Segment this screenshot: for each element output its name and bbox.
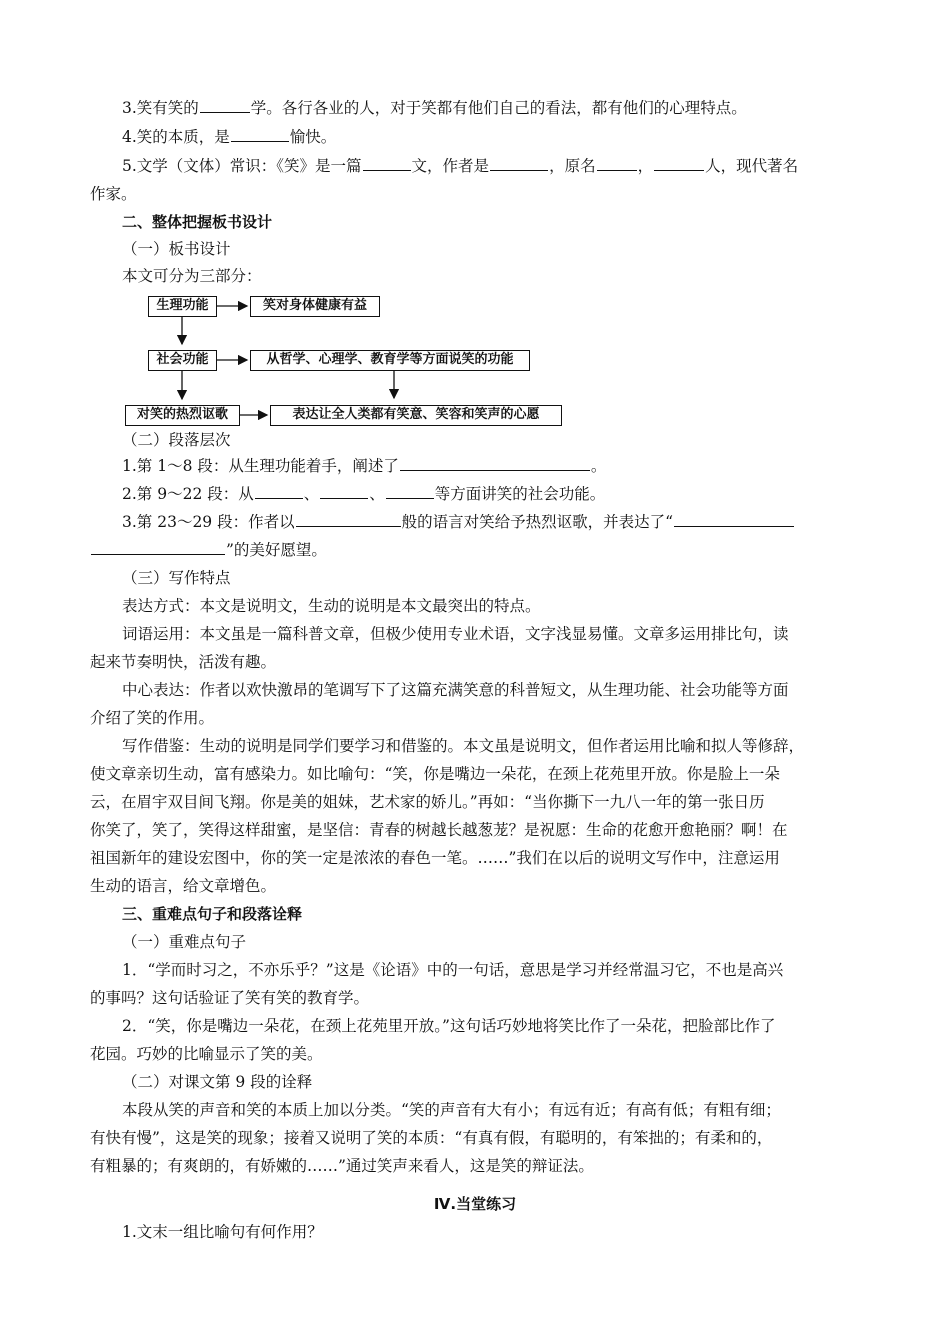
item-5-text-b: 文，作者是 xyxy=(411,157,490,175)
diagram-arrows xyxy=(0,0,950,440)
diagram-box-wish: 表达让全人类都有笑意、笑容和笑声的心愿 xyxy=(270,405,562,426)
section-2-intro: 本文可分为三部分： xyxy=(122,267,262,285)
writing-words-line-2: 起来节奏明快，活泼有趣。 xyxy=(90,653,277,671)
item-5-text-e: 人，现代著名 xyxy=(705,157,799,175)
para-level-3-text-c: ”的美好愿望。 xyxy=(226,541,327,559)
item-5-text-a: 5.文学（文体）常识：《笑》是一篇 xyxy=(122,157,362,175)
blank-line xyxy=(320,484,368,499)
key-sentence-2-line-2: 花园。巧妙的比喻显示了笑的美。 xyxy=(90,1045,323,1063)
key-sentence-1-line-2: 的事吗？这句话验证了笑有笑的教育学。 xyxy=(90,989,370,1007)
para-level-2 xyxy=(122,484,605,504)
item-4-text-b: 愉快。 xyxy=(289,128,337,146)
exercise-question-1: 1.文末一组比喻句有何作用？ xyxy=(122,1223,323,1241)
para-level-1-end: 。 xyxy=(590,457,607,475)
section-2-sub-2: （二）段落层次 xyxy=(122,431,231,449)
para-level-2-text-a: 2.第 9～22 段：从 xyxy=(122,485,254,503)
blank-line xyxy=(674,512,794,527)
para-level-1-text: 1.第 1～8 段：从生理功能着手，阐述了 xyxy=(122,457,399,475)
section-3-heading: 三、重难点句子和段落诠释 xyxy=(122,905,303,923)
para-level-2-text-d: 等方面讲笑的社会功能。 xyxy=(434,485,606,503)
writing-reference-line-6: 生动的语言，给文章增色。 xyxy=(90,877,277,895)
writing-words-line-1: 词语运用：本文虽是一篇科普文章，但极少使用专业术语，文字浅显易懂。文章多运用排比句，读 xyxy=(122,625,789,643)
section-2-sub-1: （一）板书设计 xyxy=(122,240,231,258)
diagram-box-praise: 对笑的热烈讴歌 xyxy=(125,405,240,426)
section-3-sub-2: （二）对课文第 9 段的诠释 xyxy=(122,1073,313,1091)
item-5-text-d: ， xyxy=(637,157,654,175)
key-sentence-1-line-1: 1．“学而时习之，不亦乐乎？”这是《论语》中的一句话，意思是学习并经常温习它，不也是高兴 xyxy=(122,961,784,979)
section-2-sub-3: （三）写作特点 xyxy=(122,569,231,587)
diagram-box-health: 笑对身体健康有益 xyxy=(250,296,380,317)
blank-line xyxy=(91,540,225,555)
section-4-heading: Ⅳ.当堂练习 xyxy=(433,1195,517,1213)
writing-center-line-2: 介绍了笑的作用。 xyxy=(90,709,215,727)
blank-line xyxy=(296,512,401,527)
diagram-box-disciplines: 从哲学、心理学、教育学等方面说笑的功能 xyxy=(250,350,530,371)
writing-expression: 表达方式：本文是说明文，生动的说明是本文最突出的特点。 xyxy=(122,597,541,615)
writing-center-line-1: 中心表达：作者以欢快激昂的笔调写下了这篇充满笑意的科普短文，从生理功能、社会功能等方面 xyxy=(122,681,789,699)
item-5-continuation: 作家。 xyxy=(90,185,137,203)
para-level-3-text-b: 般的语言对笑给予热烈讴歌，并表达了“ xyxy=(401,513,674,531)
paragraph-explain-line-3: 有粗暴的；有爽朗的，有娇嫩的……”通过笑声来看人，这是笑的辩证法。 xyxy=(90,1157,594,1175)
blank-line xyxy=(386,484,434,499)
writing-reference-line-3: 云，在眉宇双目间飞翔。你是美的姐妹，艺术家的娇儿。”再如：“当你撕下一九八一年的第一张日历 xyxy=(90,793,765,811)
diagram-box-physiological: 生理功能 xyxy=(148,296,217,317)
writing-reference-line-2: 使文章亲切生动，富有感染力。如比喻句：“笑，你是嘴边一朵花，在颈上花苑里开放。你是脸上一朵 xyxy=(90,765,780,783)
writing-reference-line-1: 写作借鉴：生动的说明是同学们要学习和借鉴的。本文虽是说明文，但作者运用比喻和拟人等修辞， xyxy=(122,737,805,755)
item-5-text-c: ，原名 xyxy=(549,157,596,175)
para-level-3-continuation xyxy=(90,540,327,560)
para-level-1 xyxy=(122,456,606,476)
paragraph-explain-line-1: 本段从笑的声音和笑的本质上加以分类。“笑的声音有大有小；有远有近；有高有低；有粗有细； xyxy=(122,1101,781,1119)
writing-reference-line-4: 你笑了，笑了，笑得这样甜蜜，是坚信：青春的树越长越葱茏？是祝愿：生命的花愈开愈艳丽？啊！在 xyxy=(90,821,788,839)
para-level-2-text-c: 、 xyxy=(369,485,385,503)
para-level-3-text-a: 3.第 23～29 段：作者以 xyxy=(122,513,295,531)
section-3-sub-1: （一）重难点句子 xyxy=(122,933,247,951)
key-sentence-2-line-1: 2．“笑，你是嘴边一朵花，在颈上花苑里开放。”这句话巧妙地将笑比作了一朵花，把脸部比作了 xyxy=(122,1017,776,1035)
writing-reference-line-5: 祖国新年的建设宏图中，你的笑一定是浓浓的春色一笔。……”我们在以后的说明文写作中，注意运用 xyxy=(90,849,780,867)
item-3-text-a: 3.笑有笑的 xyxy=(122,99,199,117)
para-level-3 xyxy=(122,512,795,532)
paragraph-explain-line-2: 有快有慢”，这是笑的现象；接着又说明了笑的本质：“有真有假，有聪明的，有笨拙的；有柔和的， xyxy=(90,1129,773,1147)
blank-line xyxy=(255,484,303,499)
item-4-text-a: 4.笑的本质，是 xyxy=(122,128,230,146)
diagram-box-social: 社会功能 xyxy=(148,350,217,371)
blank-line xyxy=(400,456,590,471)
item-3-text-b: 学。各行各业的人，对于笑都有他们自己的看法，都有他们的心理特点。 xyxy=(250,99,747,117)
para-level-2-text-b: 、 xyxy=(303,485,320,503)
section-2-heading: 二、整体把握板书设计 xyxy=(122,213,273,231)
